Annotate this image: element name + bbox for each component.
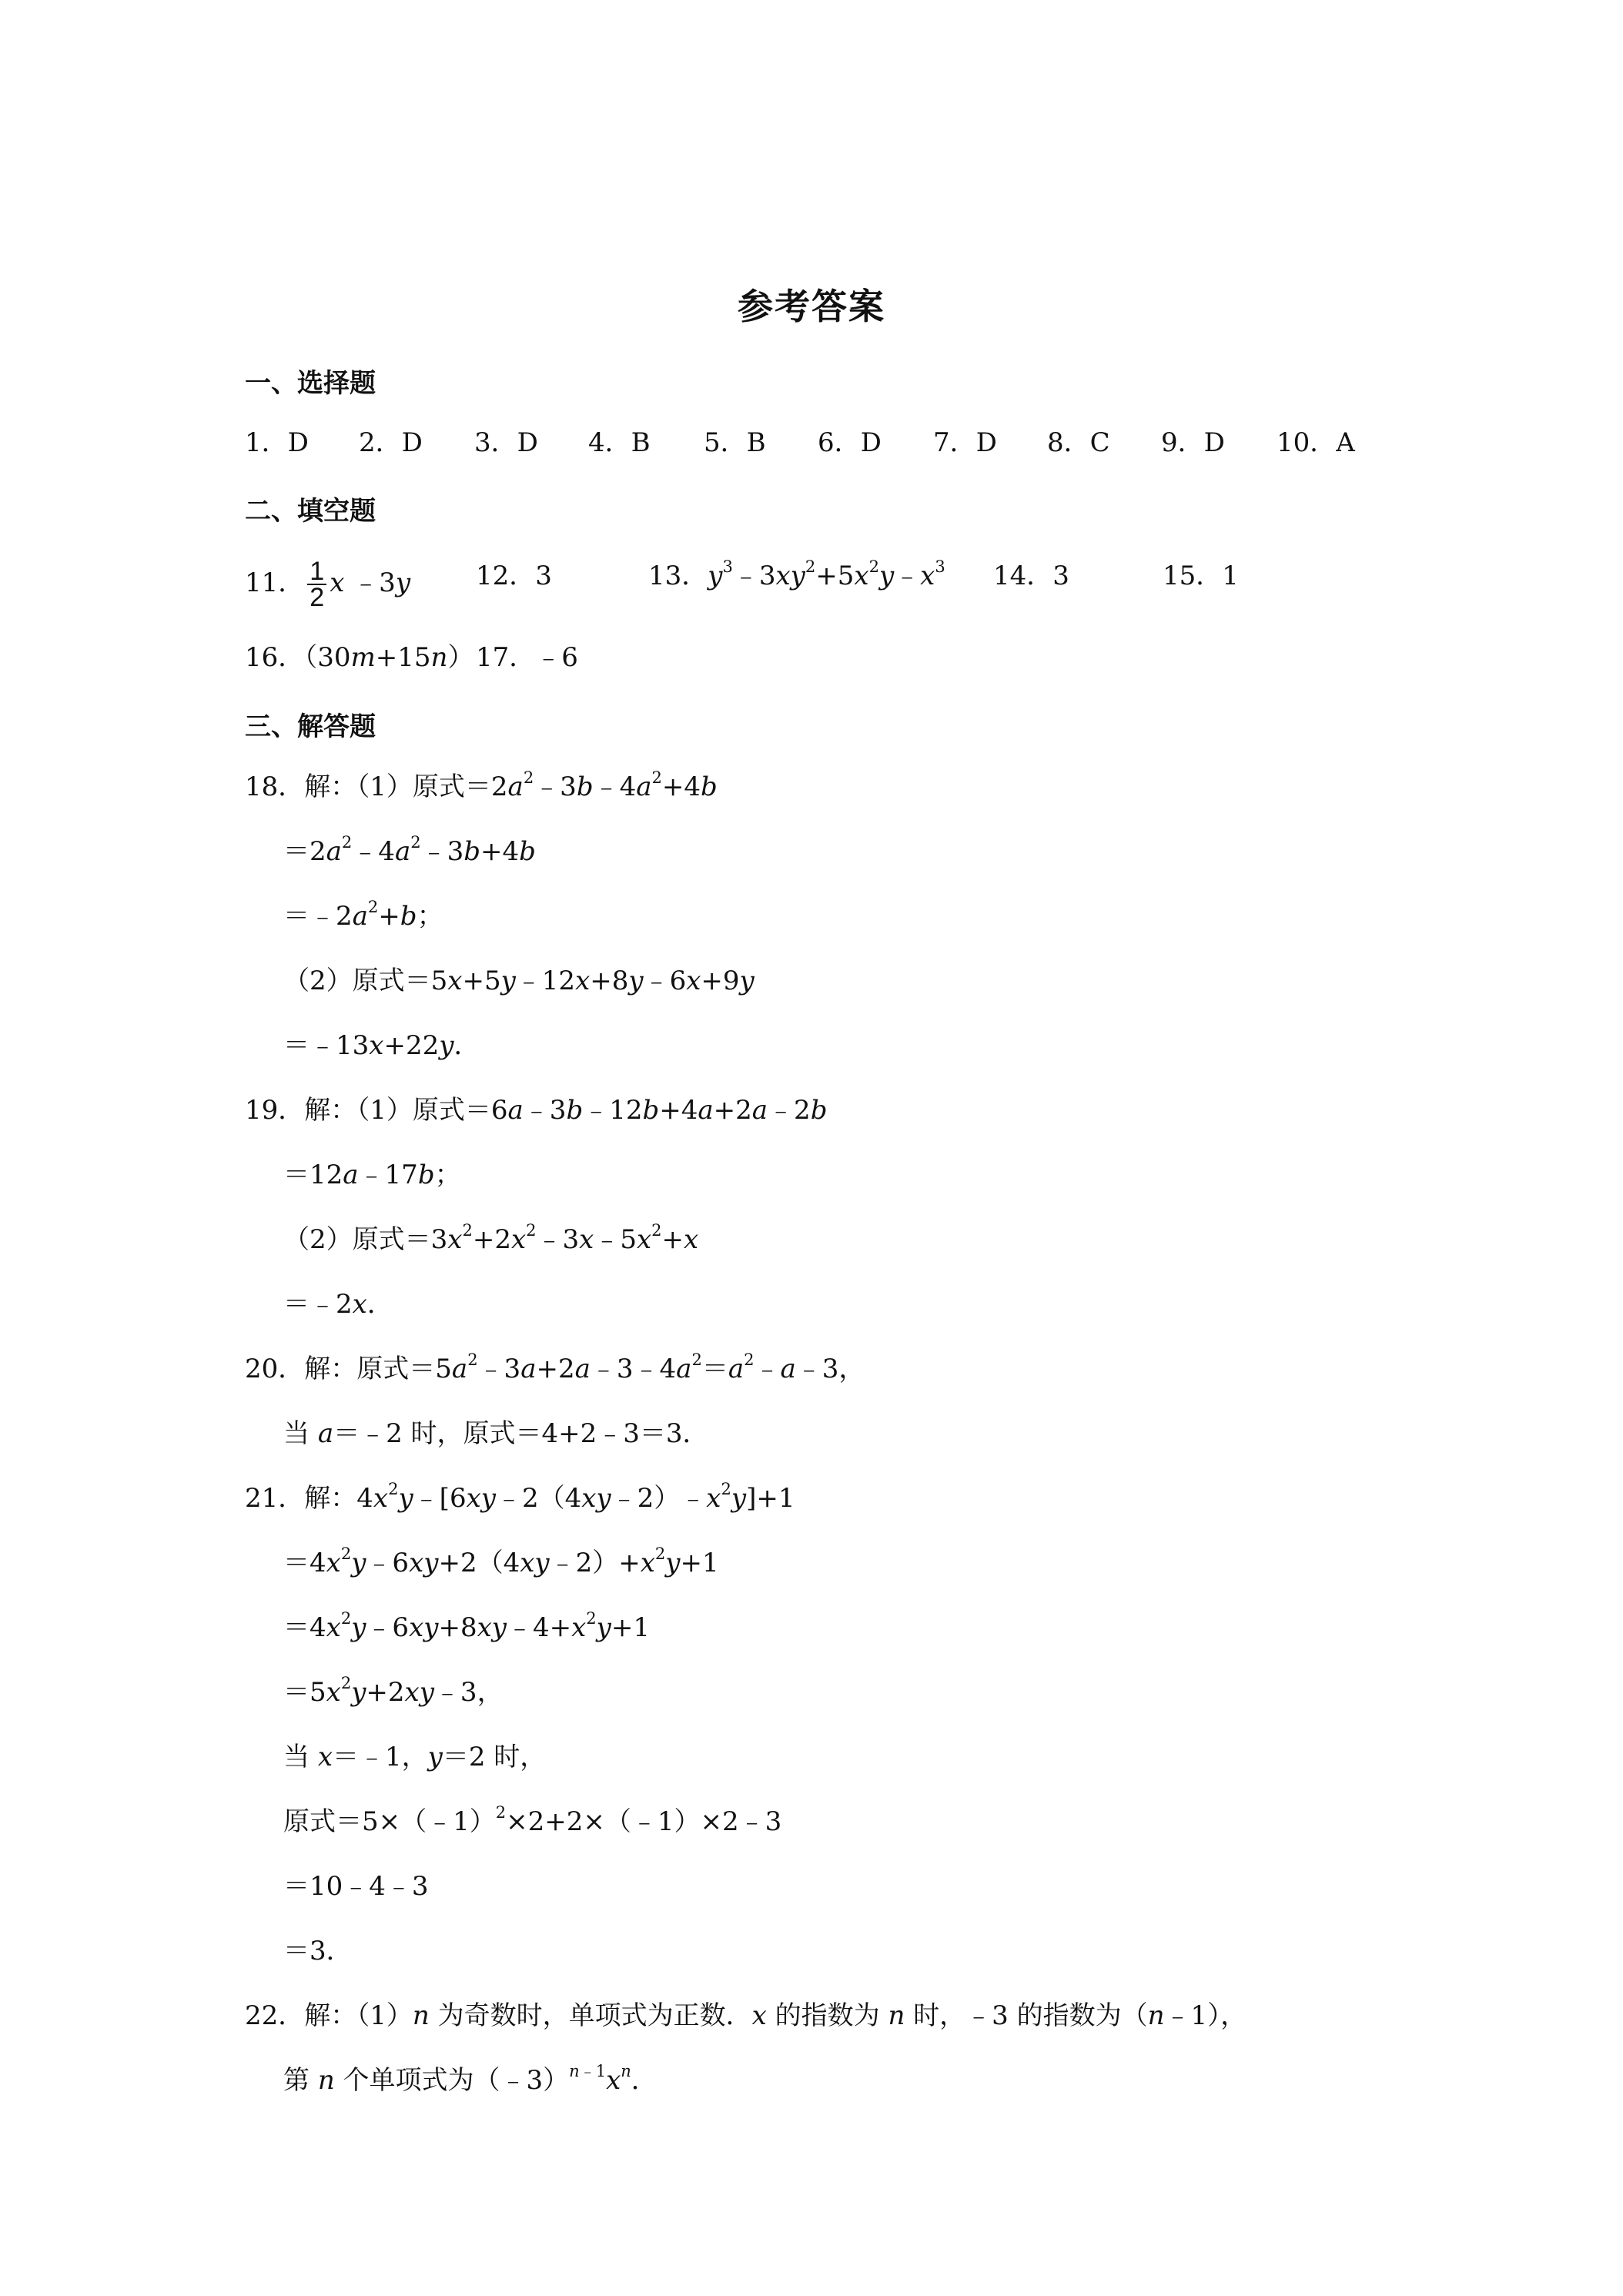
choice-answer-8: 8．C: [1047, 427, 1110, 458]
choice-answer-9: 9．D: [1161, 427, 1225, 458]
solution-22-line-2: 第 n 个单项式为$(﹣3)^{n﹣1}x^n$．: [283, 2061, 658, 2096]
fill-answer-15: 15．1: [1163, 561, 1239, 591]
solution-18-line-3: $=﹣2a^2+b$；: [283, 897, 443, 932]
solution-18-line-5: ＝﹣13x+22y．: [283, 1030, 480, 1061]
fill-answer-14: 14．3: [993, 561, 1069, 591]
fill-answer-17: 17．﹣6: [476, 642, 578, 673]
solution-21-line-3: $=4x^2y﹣6xy+8xy﹣4+x^2y+1$: [283, 1608, 650, 1643]
solution-19-line-1: 19．解：（1）原式＝6a﹣3b﹣12b+4a+2a﹣2b: [245, 1095, 828, 1126]
choice-answer-3: 3．D: [474, 427, 538, 458]
section-choice-heading: 一、选择题: [245, 368, 376, 399]
solution-21-line-1: 21．解：$4x^2y﹣[6xy﹣2(4xy﹣2)﹣x^2y]+1$: [245, 1479, 795, 1514]
term: ﹣3: [344, 567, 396, 598]
solution-20-line-1: 20．解：原式$=5a^2﹣3a+2a﹣3﹣4a^2=a^2﹣a﹣3$，: [245, 1350, 865, 1384]
choice-answer-7: 7．D: [933, 427, 997, 458]
solution-21-line-5: 当 x＝﹣1，y＝2 时，: [283, 1742, 547, 1772]
solution-20-line-2: 当 a＝﹣2 时，原式＝4+2﹣3＝3．: [283, 1418, 709, 1449]
term: 16．（30: [245, 642, 351, 673]
solution-22-line-1: 22．解：（1）n 为奇数时，单项式为正数．x 的指数为 n 时，﹣3 的指数为（n﹣1），: [245, 2000, 1247, 2031]
solution-21-line-7: ＝10﹣4﹣3: [283, 1871, 429, 1902]
choice-answer-2: 2．D: [359, 427, 423, 458]
question-number: 13．: [648, 561, 708, 591]
fill-answer-13: 13．$y^3﹣3xy^2+5x^2y﹣x^3$: [648, 557, 945, 591]
solution-19-line-4: ＝﹣2x．: [283, 1289, 393, 1320]
choice-answer-1: 1．D: [245, 427, 309, 458]
fraction-denominator: 2: [310, 583, 325, 612]
solution-21-line-8: ＝3．: [283, 1936, 353, 1966]
fill-answer-11: [245, 559, 410, 610]
fraction-numerator: 1: [307, 559, 326, 585]
solution-18-line-1: 18．解：（1）原式$=2a^2﹣3b﹣4a^2+4b$: [245, 768, 718, 802]
choice-answer-5: 5．B: [704, 427, 766, 458]
fill-answer-16: [245, 641, 474, 674]
solution-18-line-2: $=2a^2﹣4a^2﹣3b+4b$: [283, 832, 536, 867]
choice-answer-4: 4．B: [588, 427, 651, 458]
var-m: m: [350, 642, 376, 673]
solution-19-line-2: ＝12a﹣17b；: [283, 1160, 461, 1190]
term: +15: [375, 642, 431, 673]
var-y: y: [395, 567, 411, 598]
solution-18-line-4: （2）原式＝5x+5y﹣12x+8y﹣6x+9y: [283, 966, 755, 996]
solution-19-line-3: （2）原式$=3x^2+2x^2﹣3x﹣5x^2+x$: [283, 1220, 699, 1255]
section-fill-heading: 二、填空题: [245, 496, 376, 527]
section-solve-heading: 三、解答题: [245, 711, 376, 742]
term: ）: [447, 642, 474, 673]
fill-answer-12: 12．3: [476, 561, 552, 591]
choice-answer-6: 6．D: [818, 427, 882, 458]
choice-answer-10: 10．A: [1277, 427, 1355, 458]
fraction-one-half: [307, 559, 326, 610]
var-x: x: [330, 567, 345, 598]
solution-21-line-4: $=5x^2y+2xy﹣3$，: [283, 1673, 504, 1708]
solution-21-line-6: 原式＝5×（﹣1）$^2$×2+2×（﹣1）×2﹣3: [283, 1802, 782, 1837]
solution-21-line-2: $=4x^2y﹣6xy+2(4xy﹣2)+x^2y+1$: [283, 1544, 719, 1578]
page-title: 参考答案: [738, 286, 885, 327]
question-number: 11．: [245, 567, 305, 598]
var-n: n: [430, 642, 448, 673]
